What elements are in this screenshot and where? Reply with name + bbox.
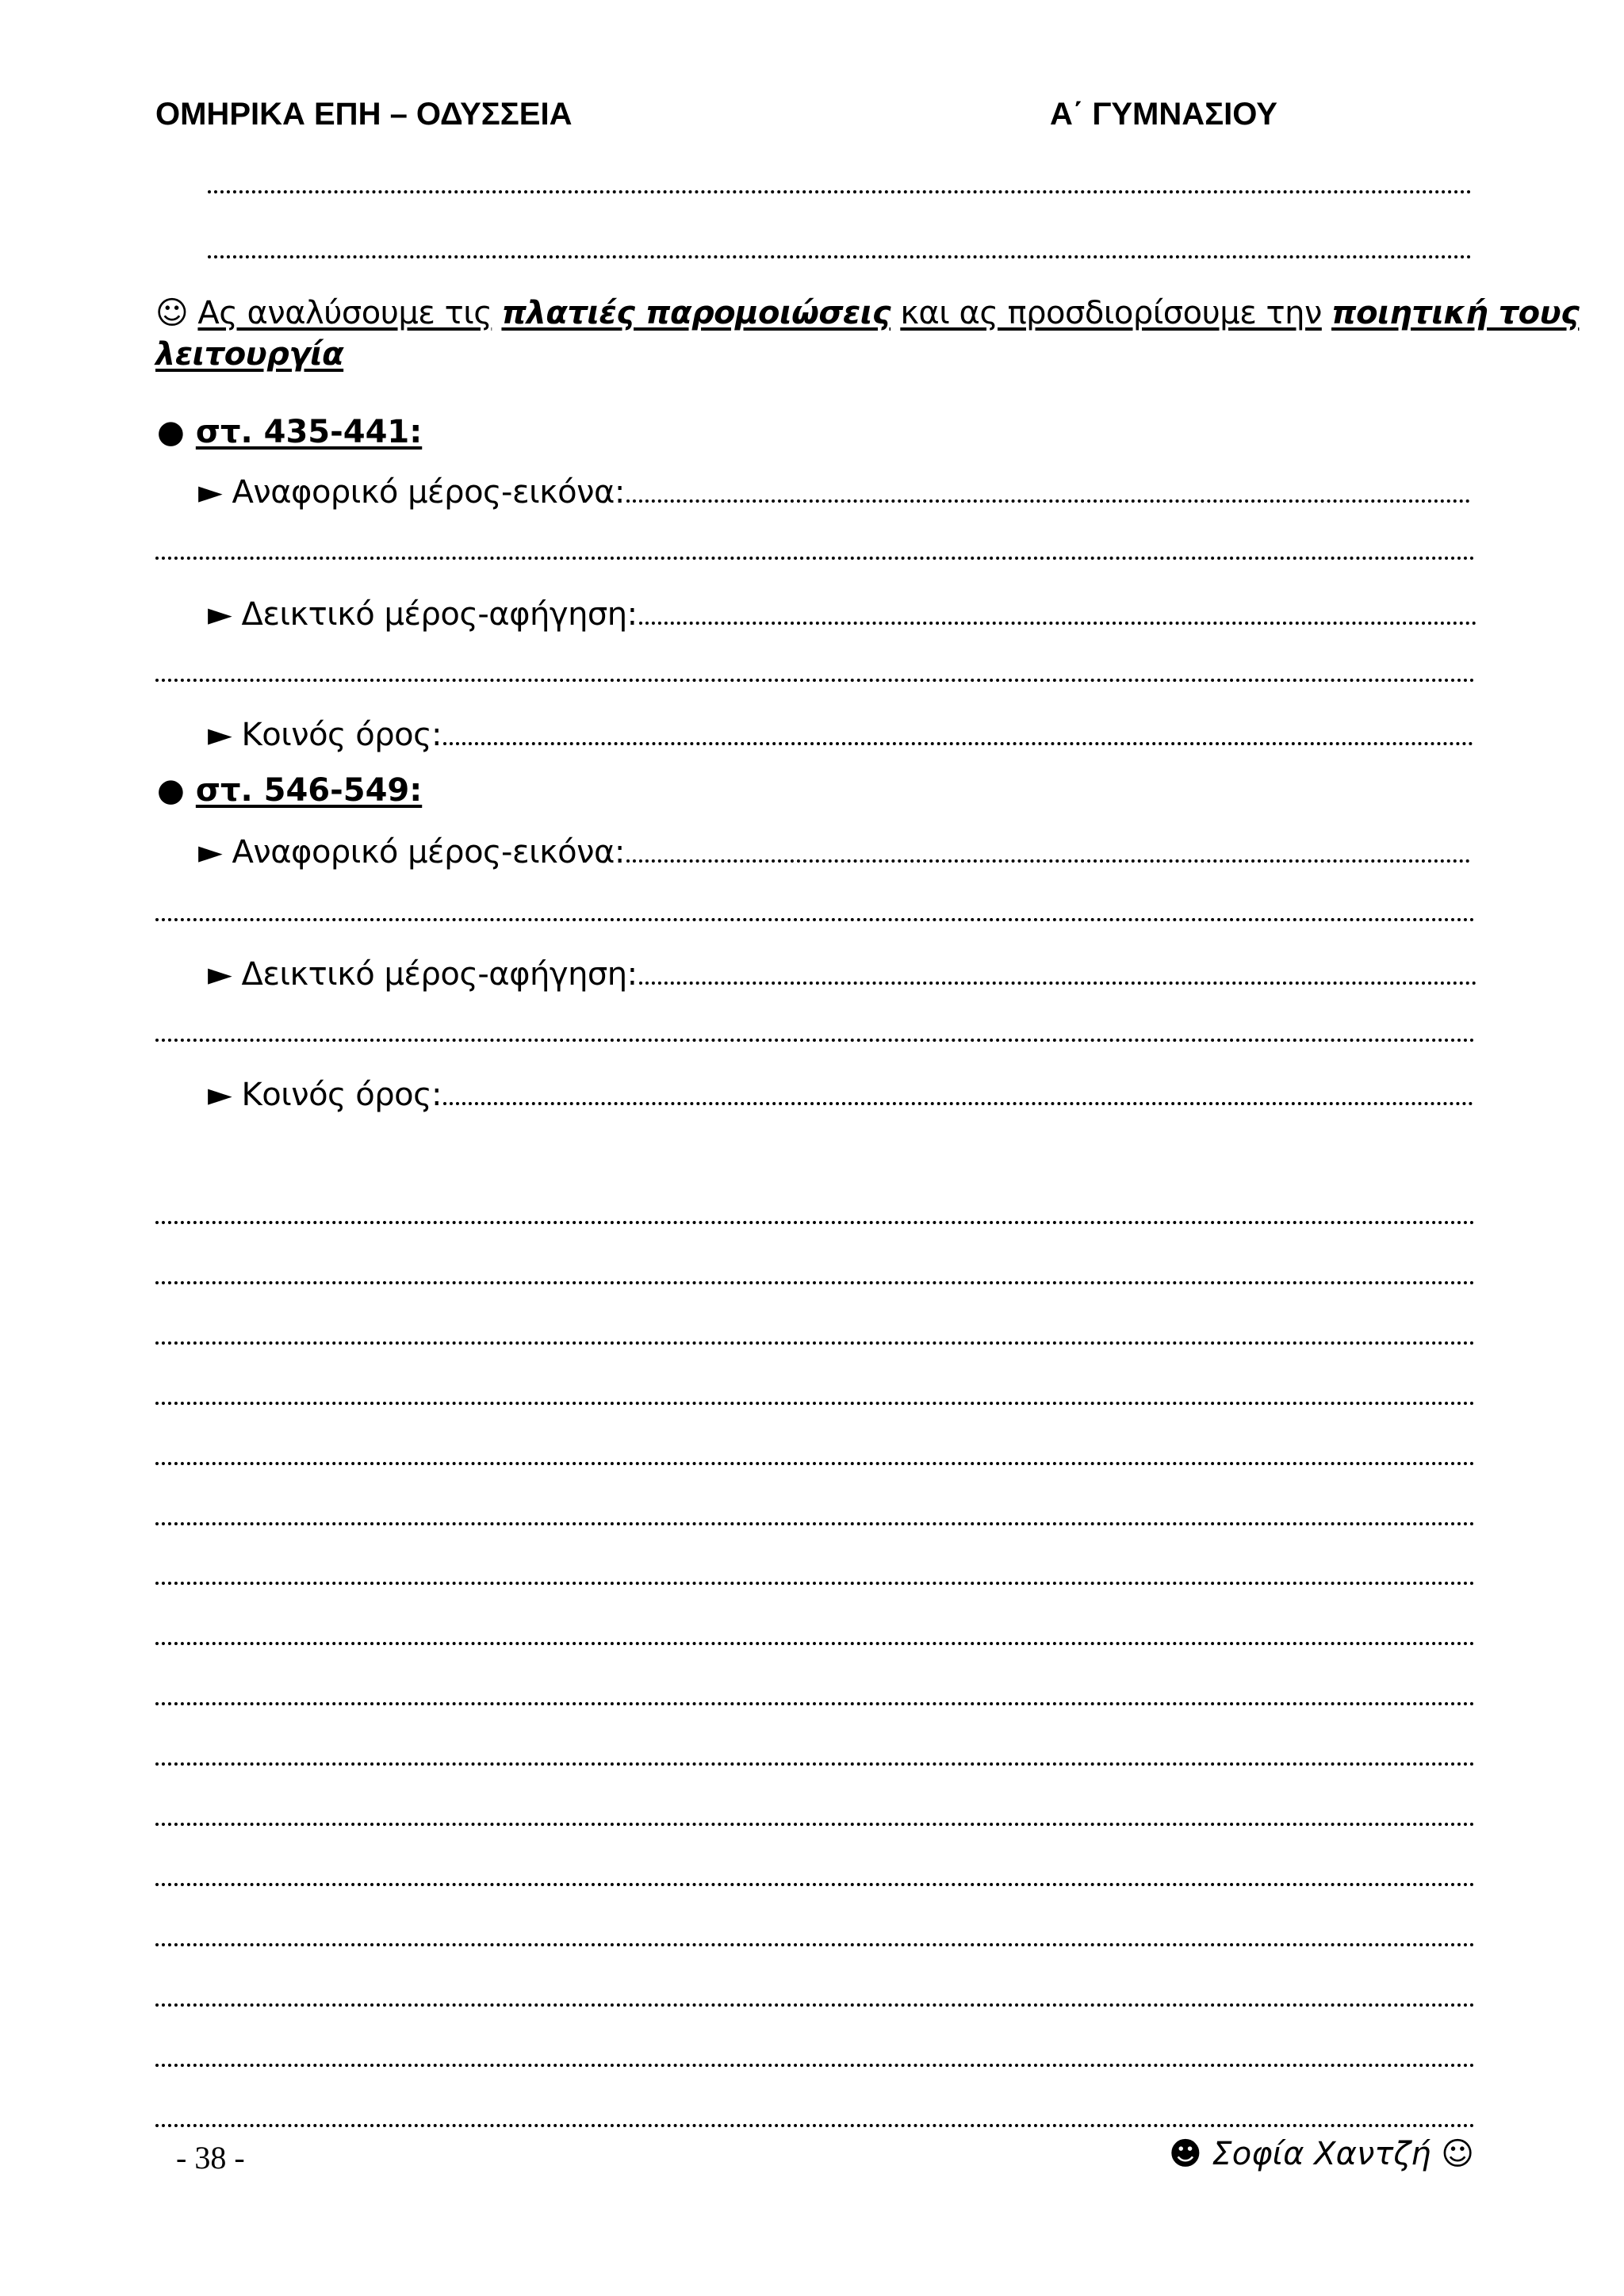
pointer-icon: ►: [208, 717, 232, 753]
pointer-icon: ►: [208, 956, 232, 993]
answer-line[interactable]: [155, 1702, 1475, 1705]
instruction-line-1: [155, 295, 1579, 331]
section-title: στ. 546-549:: [195, 772, 423, 809]
answer-line[interactable]: [626, 859, 1470, 863]
answer-line[interactable]: [155, 1039, 1475, 1042]
instruction-emphasis: ποιητική τους: [1331, 295, 1580, 331]
section-title: στ. 435-441:: [195, 414, 423, 450]
answer-row[interactable]: [208, 712, 1473, 753]
author-signature: [1169, 2136, 1474, 2172]
bullet-icon: ●: [157, 414, 185, 450]
pointer-icon: ►: [198, 474, 223, 511]
answer-line[interactable]: [155, 1823, 1475, 1826]
item-label: ► Αναφορικό μέρος-εικόνα:: [198, 834, 625, 871]
answer-row[interactable]: [208, 1072, 1473, 1113]
answer-line[interactable]: [155, 1341, 1475, 1345]
answer-row[interactable]: [208, 591, 1477, 633]
answer-line[interactable]: [155, 1522, 1475, 1525]
answer-line[interactable]: [155, 1582, 1475, 1585]
instruction-emphasis: λειτουργία: [155, 336, 344, 373]
answer-line[interactable]: [208, 255, 1472, 258]
answer-line[interactable]: [155, 1943, 1475, 1946]
pointer-icon: ►: [208, 1077, 232, 1113]
answer-line[interactable]: [155, 1221, 1475, 1224]
answer-line[interactable]: [155, 557, 1475, 560]
header-right-title: Α΄ ΓΥΜΝΑΣΙΟΥ: [1050, 97, 1277, 132]
answer-line[interactable]: [626, 499, 1470, 503]
answer-line[interactable]: [155, 1883, 1475, 1886]
answer-row[interactable]: [208, 951, 1477, 993]
pointer-icon: ►: [198, 834, 223, 871]
answer-line[interactable]: [155, 2064, 1475, 2067]
item-label: ► Κοινός όρος:: [208, 717, 442, 753]
author-name: Σοφία Χαντζή: [1212, 2136, 1431, 2172]
smiley-icon: ☺: [1441, 2136, 1474, 2172]
instruction-text: και ας προσδιορίσουμε την: [900, 295, 1322, 331]
answer-line[interactable]: [155, 2003, 1475, 2007]
pointer-icon: ►: [208, 596, 232, 633]
answer-line[interactable]: [155, 918, 1475, 921]
item-label: ► Δεικτικό μέρος-αφήγηση:: [208, 956, 638, 993]
item-label: ► Κοινός όρος:: [208, 1077, 442, 1113]
item-label: ► Αναφορικό μέρος-εικόνα:: [198, 474, 625, 511]
bullet-icon: ●: [157, 772, 185, 809]
section-heading: [157, 414, 422, 450]
header-left-title: ΟΜΗΡΙΚΑ ΕΠΗ – ΟΔΥΣΣΕΙΑ: [155, 97, 573, 132]
answer-line[interactable]: [155, 2124, 1475, 2127]
answer-line[interactable]: [155, 1281, 1475, 1284]
page-number: - 38 -: [176, 2140, 245, 2175]
section-heading: [157, 772, 422, 809]
answer-row[interactable]: [198, 469, 1470, 511]
answer-line[interactable]: [443, 742, 1473, 745]
answer-line[interactable]: [208, 190, 1472, 193]
instruction-line-2: [155, 336, 343, 373]
answer-line[interactable]: [155, 1762, 1475, 1766]
instruction-text: Ας αναλύσουμε τις: [197, 295, 492, 331]
answer-row[interactable]: [198, 829, 1470, 871]
filled-smiley-icon: ☻: [1169, 2136, 1202, 2172]
answer-line[interactable]: [443, 1102, 1473, 1105]
instruction-emphasis: πλατιές παρομοιώσεις: [501, 295, 891, 331]
answer-line[interactable]: [639, 622, 1477, 625]
answer-line[interactable]: [155, 1642, 1475, 1645]
answer-line[interactable]: [155, 1462, 1475, 1465]
smiley-icon: ☺: [155, 295, 189, 331]
item-label: ► Δεικτικό μέρος-αφήγηση:: [208, 596, 638, 633]
answer-line[interactable]: [155, 1402, 1475, 1405]
answer-line[interactable]: [639, 982, 1477, 985]
answer-line[interactable]: [155, 679, 1475, 682]
